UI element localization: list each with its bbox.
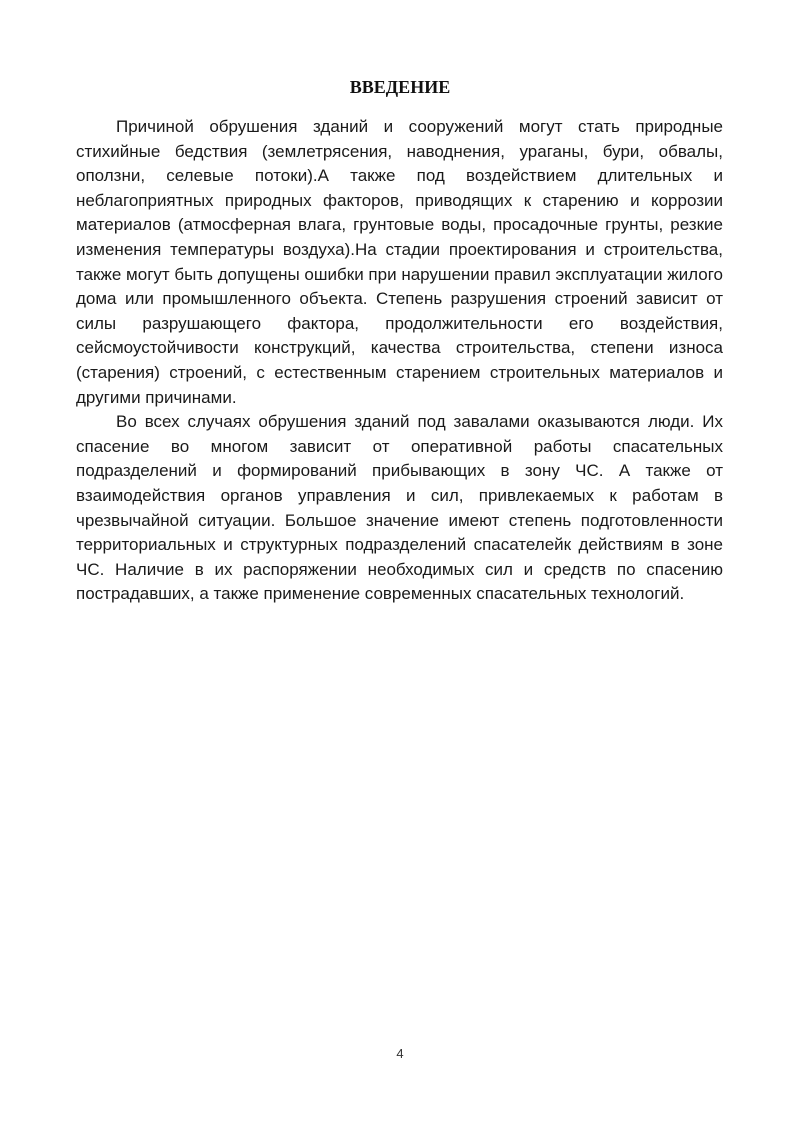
page-title: ВВЕДЕНИЕ <box>349 77 451 97</box>
paragraph-1: Причиной обрушения зданий и сооружений могут стать природные стихийные бедствия (землетрясения, наводнения, ураганы, бури, обвалы, оползни, селевые потоки).А также под воздействием длительных и неблагоприятных природных факторов, приводящих к старению и коррозии материалов (атмосферная влага, грунтовые воды, просадочные грунты, резкие изменения температуры воздуха).На стадии проектирования и строительства, также могут быть допущены ошибки при нарушении правил эксплуатации жилого дома или промышленного объекта. Степень разрушения строений зависит от силы разрушающего фактора, продолжительности его воздействия, сейсмоустойчивости конструкций, качества строительства, степени износа (старения) строений, с естественным старением строительных материалов и другими причинами. <box>76 117 723 407</box>
page-number: 4 <box>396 1046 404 1061</box>
paragraph-2: Во всех случаях обрушения зданий под завалами оказываются люди. Их спасение во многом зависит от оперативной работы спасательных подразделений и формирований прибывающих в зону ЧС. А также от взаимодействия органов управления и сил, привлекаемых к работам в чрезвычайной ситуации. Большое значение имеют степень подготовленности территориальных и структурных подразделений спасателейк действиям в зоне ЧС. Наличие в их распоряжении необходимых сил и средств по спасению пострадавших, а также применение современных спасательных технологий. <box>76 412 723 604</box>
body-text <box>76 115 723 607</box>
